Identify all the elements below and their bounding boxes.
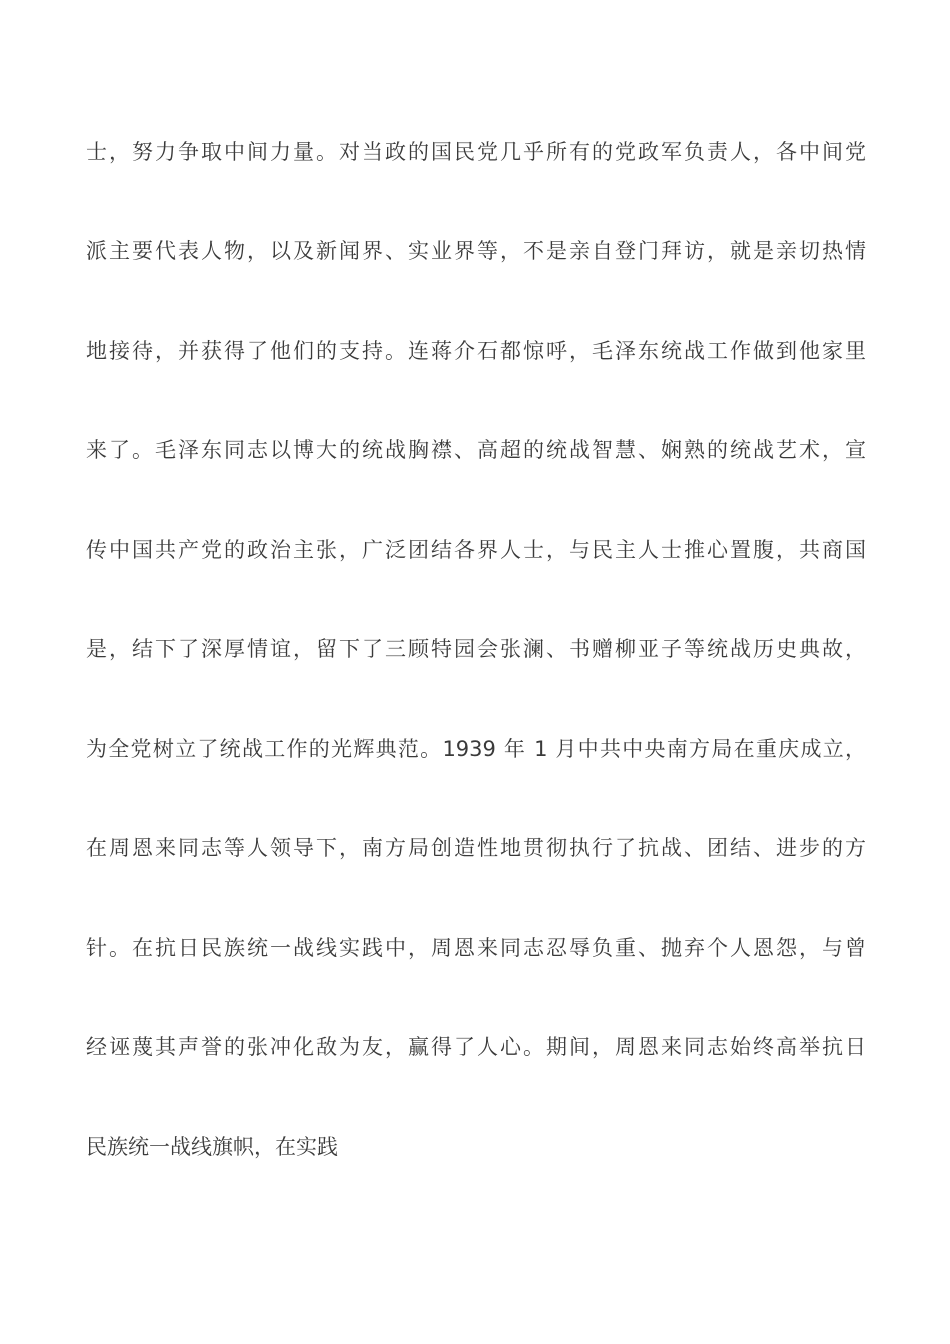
body-text-line-5: 传中国共产党的政治主张，广泛团结各界人士，与民主人士推心置腹，共商国 — [86, 538, 866, 562]
body-text-line-4: 来了。毛泽东同志以博大的统战胸襟、高超的统战智慧、娴熟的统战艺术，宣 — [86, 438, 866, 462]
body-text-line-11: 民族统一战线旗帜，在实践 — [86, 1135, 338, 1159]
body-text-line-2: 派主要代表人物，以及新闻界、实业界等，不是亲自登门拜访，就是亲切热情 — [86, 239, 866, 263]
body-text-line-7: 为全党树立了统战工作的光辉典范。1939 年 1 月中共中央南方局在重庆成立， — [86, 737, 866, 761]
body-text-line-8: 在周恩来同志等人领导下，南方局创造性地贯彻执行了抗战、团结、进步的方 — [86, 836, 866, 860]
body-text-line-3: 地接待，并获得了他们的支持。连蒋介石都惊呼，毛泽东统战工作做到他家里 — [86, 339, 866, 363]
body-text-line-9: 针。在抗日民族统一战线实践中，周恩来同志忍辱负重、抛弃个人恩怨，与曾 — [86, 936, 866, 960]
body-text-line-6: 是，结下了深厚情谊，留下了三顾特园会张澜、书赠柳亚子等统战历史典故， — [86, 637, 866, 661]
body-text-line-10: 经诬蔑其声誉的张冲化敌为友，赢得了人心。期间，周恩来同志始终高举抗日 — [86, 1035, 866, 1059]
body-text-line-1: 士，努力争取中间力量。对当政的国民党几乎所有的党政军负责人，各中间党 — [86, 140, 866, 164]
